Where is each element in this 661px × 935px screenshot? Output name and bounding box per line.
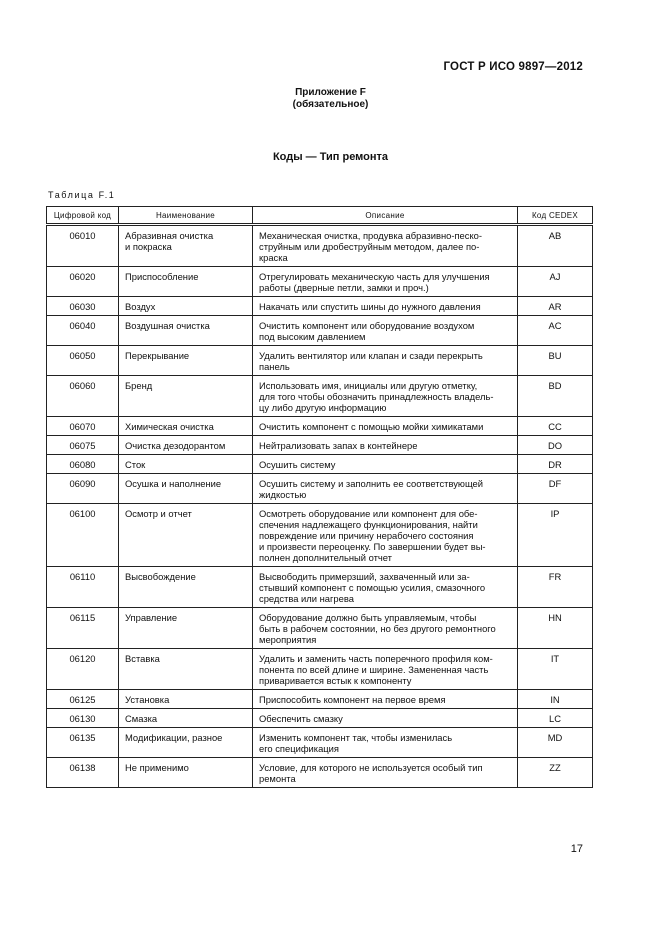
description-cell: Очистить компонент или оборудование воздухом под высоким давлением bbox=[253, 316, 518, 346]
cedex-cell: CC bbox=[518, 417, 593, 436]
name-cell: Абразивная очистка и покраска bbox=[119, 225, 253, 267]
description-cell: Условие, для которого не используется особый тип ремонта bbox=[253, 758, 518, 788]
name-cell: Воздушная очистка bbox=[119, 316, 253, 346]
code-cell: 06120 bbox=[47, 649, 119, 690]
appendix-title: Приложение F bbox=[295, 87, 366, 98]
cedex-cell: AJ bbox=[518, 267, 593, 297]
code-cell: 06070 bbox=[47, 417, 119, 436]
column-header-cedex: Код CEDEX bbox=[518, 207, 593, 225]
table-row bbox=[47, 690, 593, 709]
description-cell: Осушить систему bbox=[253, 455, 518, 474]
name-cell: Сток bbox=[119, 455, 253, 474]
description-cell: Удалить вентилятор или клапан и сзади перекрыть панель bbox=[253, 346, 518, 376]
appendix-status: (обязательное) bbox=[292, 99, 369, 110]
section-title: Коды — Тип ремонта bbox=[272, 151, 389, 163]
description-cell: Отрегулировать механическую часть для улучшения работы (дверные петли, замки и проч.) bbox=[253, 267, 518, 297]
table-row bbox=[47, 709, 593, 728]
description-cell: Удалить и заменить часть поперечного профиля ком- понента по всей длине и ширине. Замененная часть приваривается встык к компоненту bbox=[253, 649, 518, 690]
table-row bbox=[47, 346, 593, 376]
column-header-name: Наименование bbox=[119, 207, 253, 225]
name-cell: Очистка дезодорантом bbox=[119, 436, 253, 455]
code-cell: 06020 bbox=[47, 267, 119, 297]
name-cell: Не применимо bbox=[119, 758, 253, 788]
table-row bbox=[47, 567, 593, 608]
description-cell: Осушить систему и заполнить ее соответствующей жидкостью bbox=[253, 474, 518, 504]
description-cell: Механическая очистка, продувка абразивно-песко- струйным или дробеструйным методом, далее по- краска bbox=[253, 225, 518, 267]
cedex-cell: AB bbox=[518, 225, 593, 267]
repair-codes-table bbox=[46, 206, 593, 788]
description-cell: Нейтрализовать запах в контейнере bbox=[253, 436, 518, 455]
appendix-heading bbox=[0, 87, 661, 111]
column-header-description: Описание bbox=[253, 207, 518, 225]
table-row bbox=[47, 376, 593, 417]
name-cell: Высвобождение bbox=[119, 567, 253, 608]
cedex-cell: ZZ bbox=[518, 758, 593, 788]
name-cell: Воздух bbox=[119, 297, 253, 316]
code-cell: 06090 bbox=[47, 474, 119, 504]
code-cell: 06080 bbox=[47, 455, 119, 474]
cedex-cell: IP bbox=[518, 504, 593, 567]
name-cell: Химическая очистка bbox=[119, 417, 253, 436]
code-cell: 06110 bbox=[47, 567, 119, 608]
code-cell: 06060 bbox=[47, 376, 119, 417]
code-cell: 06040 bbox=[47, 316, 119, 346]
name-cell: Приспособление bbox=[119, 267, 253, 297]
name-cell: Управление bbox=[119, 608, 253, 649]
name-cell: Осушка и наполнение bbox=[119, 474, 253, 504]
table-row bbox=[47, 316, 593, 346]
table-body bbox=[47, 225, 593, 788]
table-header-row bbox=[47, 207, 593, 225]
cedex-cell: HN bbox=[518, 608, 593, 649]
table-row bbox=[47, 455, 593, 474]
table-row bbox=[47, 297, 593, 316]
name-cell: Смазка bbox=[119, 709, 253, 728]
description-cell: Приспособить компонент на первое время bbox=[253, 690, 518, 709]
name-cell: Перекрывание bbox=[119, 346, 253, 376]
cedex-cell: LC bbox=[518, 709, 593, 728]
table-row bbox=[47, 225, 593, 267]
table-caption: Таблица F.1 bbox=[48, 190, 116, 200]
table-row bbox=[47, 417, 593, 436]
table-row bbox=[47, 436, 593, 455]
name-cell: Установка bbox=[119, 690, 253, 709]
cedex-cell: DF bbox=[518, 474, 593, 504]
table-row bbox=[47, 267, 593, 297]
code-cell: 06050 bbox=[47, 346, 119, 376]
cedex-cell: BD bbox=[518, 376, 593, 417]
description-cell: Накачать или спустить шины до нужного давления bbox=[253, 297, 518, 316]
cedex-cell: AC bbox=[518, 316, 593, 346]
name-cell: Вставка bbox=[119, 649, 253, 690]
code-cell: 06030 bbox=[47, 297, 119, 316]
code-cell: 06100 bbox=[47, 504, 119, 567]
cedex-cell: DR bbox=[518, 455, 593, 474]
code-cell: 06130 bbox=[47, 709, 119, 728]
description-cell: Изменить компонент так, чтобы изменилась его спецификация bbox=[253, 728, 518, 758]
table-row bbox=[47, 758, 593, 788]
name-cell: Бренд bbox=[119, 376, 253, 417]
table-row bbox=[47, 728, 593, 758]
cedex-cell: FR bbox=[518, 567, 593, 608]
page-number: 17 bbox=[570, 843, 583, 855]
code-cell: 06010 bbox=[47, 225, 119, 267]
cedex-cell: DO bbox=[518, 436, 593, 455]
table-row bbox=[47, 504, 593, 567]
description-cell: Очистить компонент с помощью мойки химикатами bbox=[253, 417, 518, 436]
description-cell: Оборудование должно быть управляемым, чтобы быть в рабочем состоянии, но без другого ремонтного мероприятия bbox=[253, 608, 518, 649]
code-cell: 06115 bbox=[47, 608, 119, 649]
name-cell: Осмотр и отчет bbox=[119, 504, 253, 567]
code-cell: 06135 bbox=[47, 728, 119, 758]
description-cell: Осмотреть оборудование или компонент для обе- спечения надлежащего функционирования, найти повреждение или причину нерабочего состояния и произвести переоценку. По завершении будет вы- полнен дополнительный отчет bbox=[253, 504, 518, 567]
description-cell: Высвободить примерзший, захваченный или за- стывший компонент с помощью усилия, смазочного средства или нагрева bbox=[253, 567, 518, 608]
code-cell: 06138 bbox=[47, 758, 119, 788]
table-row bbox=[47, 649, 593, 690]
cedex-cell: IT bbox=[518, 649, 593, 690]
description-cell: Обеспечить смазку bbox=[253, 709, 518, 728]
cedex-cell: AR bbox=[518, 297, 593, 316]
table-row bbox=[47, 608, 593, 649]
code-cell: 06075 bbox=[47, 436, 119, 455]
table-row bbox=[47, 474, 593, 504]
cedex-cell: MD bbox=[518, 728, 593, 758]
column-header-code: Цифровой код bbox=[47, 207, 119, 225]
cedex-cell: BU bbox=[518, 346, 593, 376]
description-cell: Использовать имя, инициалы или другую отметку, для того чтобы обозначить принадлежность владель- цу либо другую информацию bbox=[253, 376, 518, 417]
standard-designation: ГОСТ Р ИСО 9897—2012 bbox=[443, 61, 583, 73]
cedex-cell: IN bbox=[518, 690, 593, 709]
code-cell: 06125 bbox=[47, 690, 119, 709]
name-cell: Модификации, разное bbox=[119, 728, 253, 758]
